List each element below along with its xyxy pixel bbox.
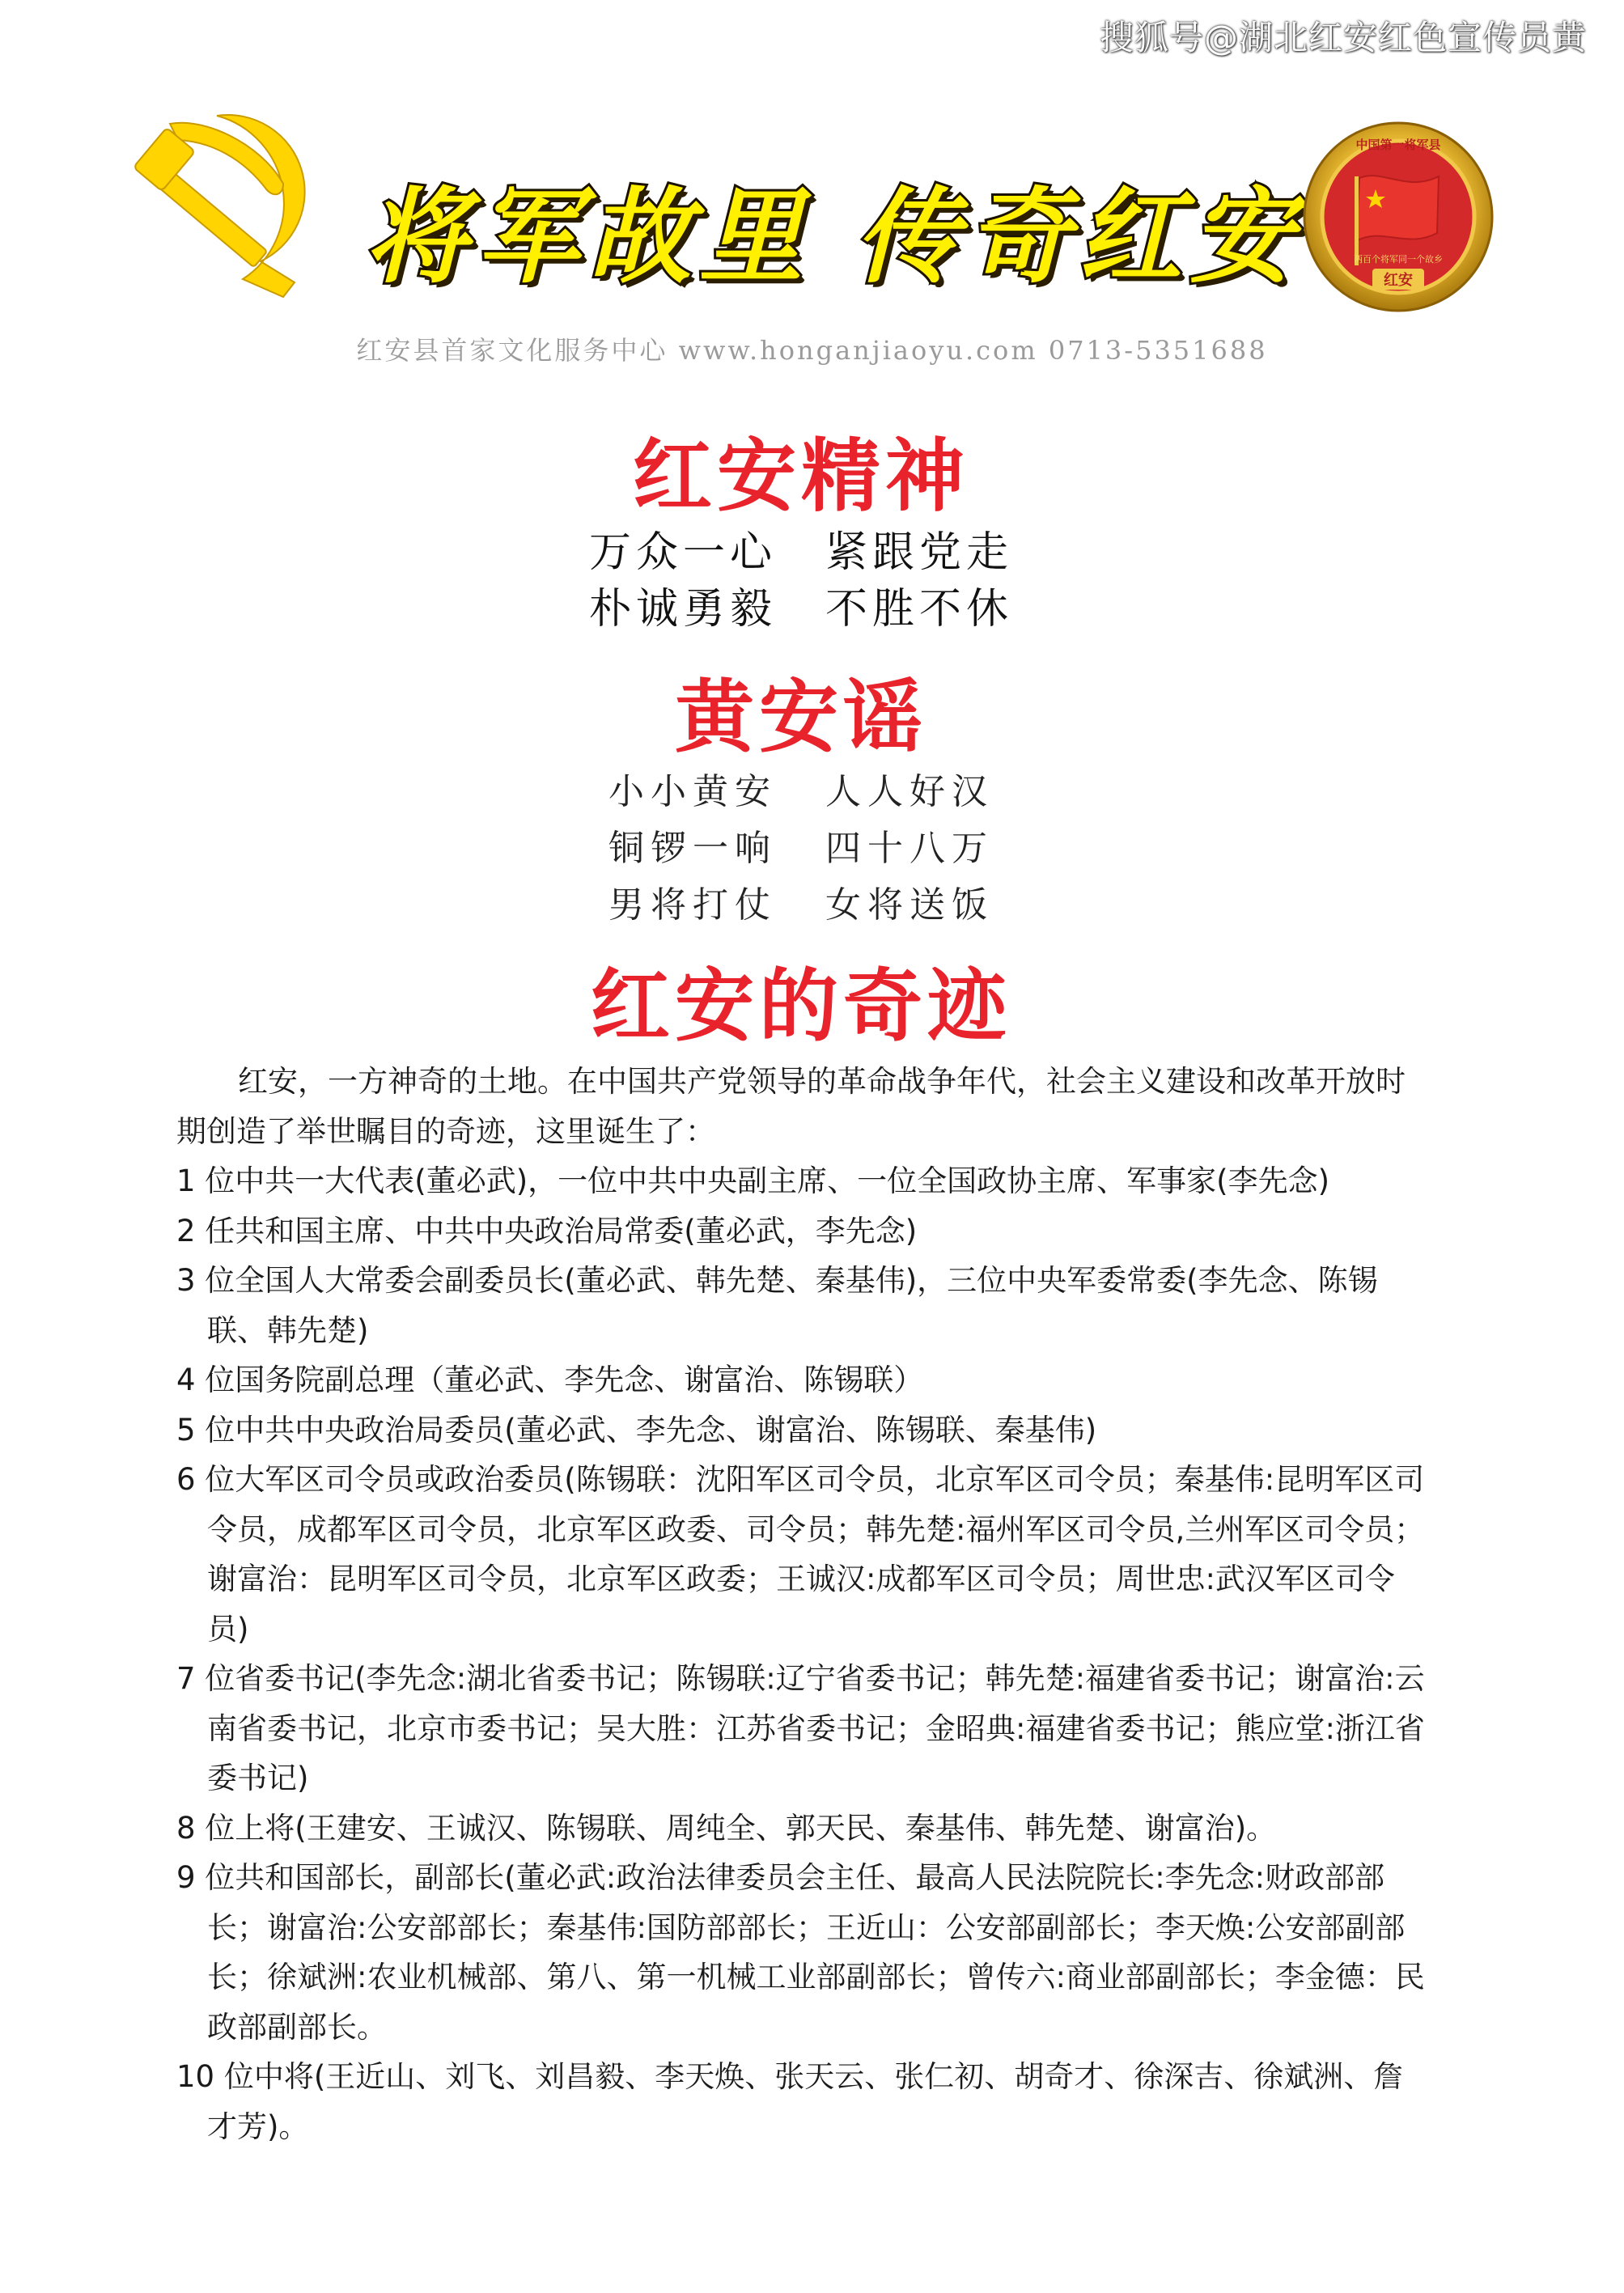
spirit-title: 红安精神: [632, 430, 969, 523]
ballad-phrase: 人人好汉: [825, 771, 994, 812]
header-slogan: 将军故里 传奇红安: [364, 176, 1302, 298]
spirit-line: [0, 518, 1602, 579]
spirit-phrase: 朴诚勇毅: [588, 585, 777, 634]
ballad-phrase: 铜锣一响: [608, 828, 777, 869]
hongan-badge-icon: [1301, 120, 1495, 314]
ballad-phrase: 四十八万: [825, 828, 994, 869]
ballad-line: [0, 819, 1602, 871]
list-item: 6 位大军区司令员或政治委员(陈锡联：沈阳军区司令员，北京军区司令员；秦基伟:昆明军区司令员，成都军区司令员，北京军区政委、司令员；韩先楚:福州军区司令员,兰州军区司令员；谢富治：昆明军区司令员，北京军区政委；王诚汉:成都军区司令员；周世忠:武汉军区司令员): [176, 1462, 1425, 1647]
list-item: 10 位中将(王近山、刘飞、刘昌毅、李天焕、张天云、张仁初、胡奇才、徐深吉、徐斌洲、詹才芳)。: [176, 2059, 1404, 2144]
miracle-title: 红安的奇迹: [590, 960, 1011, 1053]
spirit-phrase: 紧跟党走: [825, 528, 1014, 577]
ballad-phrase: 男将打仗: [608, 884, 777, 926]
spirit-phrase: 不胜不休: [825, 585, 1014, 634]
ballad-phrase: 小小黄安: [608, 771, 777, 812]
badge-middle-text: 两百个将军同一个故乡: [1354, 254, 1443, 265]
watermark: 搜狐号@湖北红安红色宣传员黄: [1099, 18, 1587, 57]
list-item: 8 位上将(王建安、王诚汉、陈锡联、周纯全、郭天民、秦基伟、韩先楚、谢富治)。: [176, 1810, 1277, 1846]
ballad-phrase: 女将送饭: [825, 884, 994, 926]
list-item: 1 位中共一大代表(董必武)，一位中共中央副主席、一位全国政协主席、军事家(李先念): [176, 1163, 1330, 1198]
spirit-phrase: 万众一心: [588, 528, 777, 577]
list-item: 7 位省委书记(李先念:湖北省委书记；陈锡联:辽宁省委书记；韩先楚:福建省委书记；谢富治:云南省委书记，北京市委书记；吴大胜：江苏省委书记；金昭典:福建省委书记；熊应堂:浙江省委书记): [176, 1661, 1425, 1795]
badge-top-text: 中国第一将军县: [1355, 138, 1441, 152]
list-item: 4 位国务院副总理（董必武、李先念、谢富治、陈锡联）: [176, 1363, 924, 1397]
miracle-intro: 红安，一方神奇的土地。在中国共产党领导的革命战争年代，社会主义建设和改革开放时期创造了举世瞩目的奇迹，这里诞生了：: [176, 1064, 1406, 1149]
miracle-list: [176, 1156, 1431, 2151]
header-subline: 红安县首家文化服务中心 www.honganjiaoyu.com 0713-5351688: [356, 335, 1268, 366]
hammer-sickle-icon: [121, 109, 307, 299]
ballad-line: [0, 875, 1602, 927]
list-item: 9 位共和国部长，副部长(董必武:政治法律委员会主任、最高人民法院院长:李先念:财政部部长；谢富治:公安部部长；秦基伟:国防部部长；王近山：公安部副部长；李天焕:公安部副部长；徐斌洲:农业机械部、第八、第一机械工业部副部长；曾传六:商业部副部长；李金德：民政部副部长。: [176, 1860, 1425, 2045]
ballad-title: 黄安谣: [674, 672, 927, 764]
miracle-body: [176, 1057, 1431, 2151]
list-item: 2 任共和国主席、中共中央政治局常委(董必武，李先念): [176, 1213, 918, 1248]
badge-bottom-text: 红安: [1384, 272, 1413, 289]
list-item: 5 位中共中央政治局委员(董必武、李先念、谢富治、陈锡联、秦基伟): [176, 1412, 1097, 1447]
spirit-line: [0, 574, 1602, 635]
ballad-line: [0, 762, 1602, 814]
list-item: 3 位全国人大常委会副委员长(董必武、韩先楚、秦基伟)，三位中央军委常委(李先念、陈锡联、韩先楚): [176, 1263, 1378, 1348]
